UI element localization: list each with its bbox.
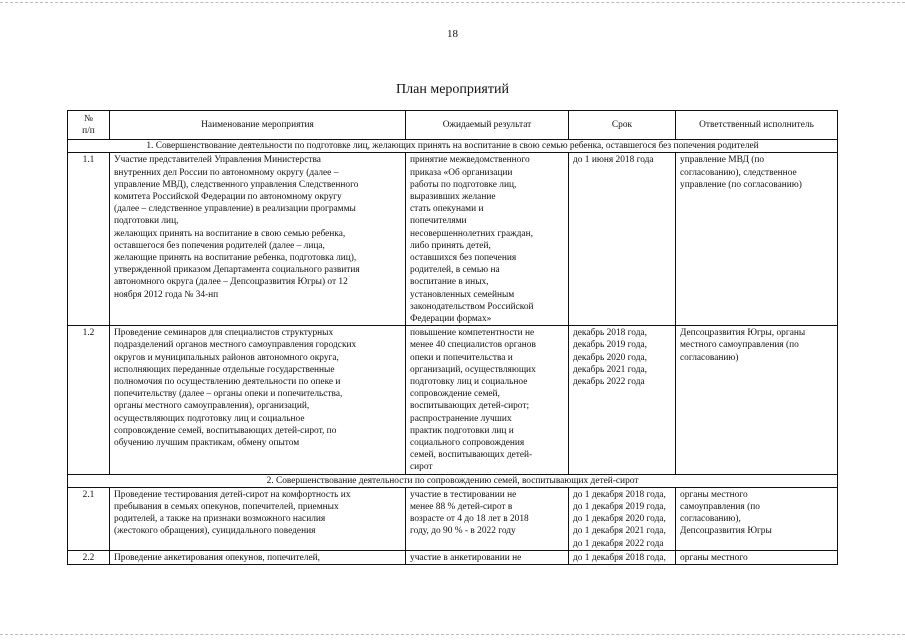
row-name: Участие представителей Управления Министерства внутренних дел России по автономному округу (далее – управление МВД), следственного управления Следственного комитета Российской Федерации по автономному округу (далее – следственное управление) в реализации программы подготовки лиц, желающих принять на воспитание в свою семью ребенка, оставшегося без попечения родителей (далее – лица, желающие принять на воспитание ребенка, подготовка лиц), утвержденной приказом Департамента социального развития автономного округа (далее – Депсоцразвития Югры) от 12 ноября 2012 года № 34-нп (110, 153, 406, 326)
row-num: 2.1 (68, 487, 110, 550)
header-name: Наименование мероприятия (110, 111, 406, 140)
row-responsible: управление МВД (по согласованию), следственное управление (по согласованию) (676, 153, 838, 326)
row-name: Проведение семинаров для специалистов структурных подразделений органов местного самоуправления городских округов и муниципальных районов автономного округа, исполняющих переданные отдельные государственные полномочия по осуществлению деятельности по опеке и попечительству (далее – органы опеки и попечительства, органы местного самоуправления), организаций, осуществляющих подготовку лиц и социальное сопровождение семей, воспитывающих детей-сирот, по обучению лучшим практикам, обмену опытом (110, 326, 406, 474)
table-row (68, 487, 838, 550)
table-header-row (68, 111, 838, 140)
row-responsible: Депсоцразвития Югры, органы местного самоуправления (по согласованию) (676, 326, 838, 474)
row-result: участие в анкетировании не (406, 550, 569, 564)
row-term: до 1 декабря 2018 года, (569, 550, 676, 564)
row-num: 1.1 (68, 153, 110, 326)
table-row (68, 326, 838, 474)
row-responsible: органы местного (676, 550, 838, 564)
section-title-1: 1. Совершенствование деятельности по подготовке лиц, желающих принять на воспитание в свою семью ребенка, оставшегося без попечения родителей (68, 140, 838, 153)
header-term: Срок (569, 111, 676, 140)
page-bottom-edge (0, 634, 905, 635)
row-term: до 1 декабря 2018 года, до 1 декабря 2019 года, до 1 декабря 2020 года, до 1 декабря 2021 года, до 1 декабря 2022 года (569, 487, 676, 550)
table-row (68, 550, 838, 564)
header-num: № п/п (68, 111, 110, 140)
section-row (68, 140, 838, 153)
section-title-2: 2. Совершенствование деятельности по сопровождению семей, воспитывающих детей-сирот (68, 474, 838, 487)
row-responsible: органы местного самоуправления (по согласованию), Депсоцразвития Югры (676, 487, 838, 550)
header-result: Ожидаемый результат (406, 111, 569, 140)
row-name: Проведение тестирования детей-сирот на комфортность их пребывания в семьях опекунов, попечителей, приемных родителей, а также на признаки возможного насилия (жестокого обращения), суицидального поведения (110, 487, 406, 550)
row-result: принятие межведомственного приказа «Об организации работы по подготовке лиц, выразивших желание стать опекунами и попечителями несовершеннолетних граждан, либо принять детей, оставшихся без попечения родителей, в семью на воспитание в иных, установленных семейным законодательством Российской Федерации формах» (406, 153, 569, 326)
section-row (68, 474, 838, 487)
row-term: до 1 июня 2018 года (569, 153, 676, 326)
page-top-edge (0, 2, 905, 3)
page-number: 18 (447, 28, 458, 40)
row-num: 1.2 (68, 326, 110, 474)
row-term: декабрь 2018 года, декабрь 2019 года, декабрь 2020 года, декабрь 2021 года, декабрь 2022 года (569, 326, 676, 474)
table-row (68, 153, 838, 326)
document-title: План мероприятий (396, 82, 509, 97)
row-result: повышение компетентности не менее 40 специалистов органов опеки и попечительства и организаций, осуществляющих подготовку лиц и социальное сопровождение семей, воспитывающих детей-сирот; распространение лучших практик подготовки лиц и социального сопровождения семей, воспитывающих детей- сирот (406, 326, 569, 474)
header-responsible: Ответственный исполнитель (676, 111, 838, 140)
plan-table (67, 110, 838, 565)
row-num: 2.2 (68, 550, 110, 564)
row-name: Проведение анкетирования опекунов, попечителей, (110, 550, 406, 564)
row-result: участие в тестировании не менее 88 % детей-сирот в возрасте от 4 до 18 лет в 2018 году, до 90 % - в 2022 году (406, 487, 569, 550)
